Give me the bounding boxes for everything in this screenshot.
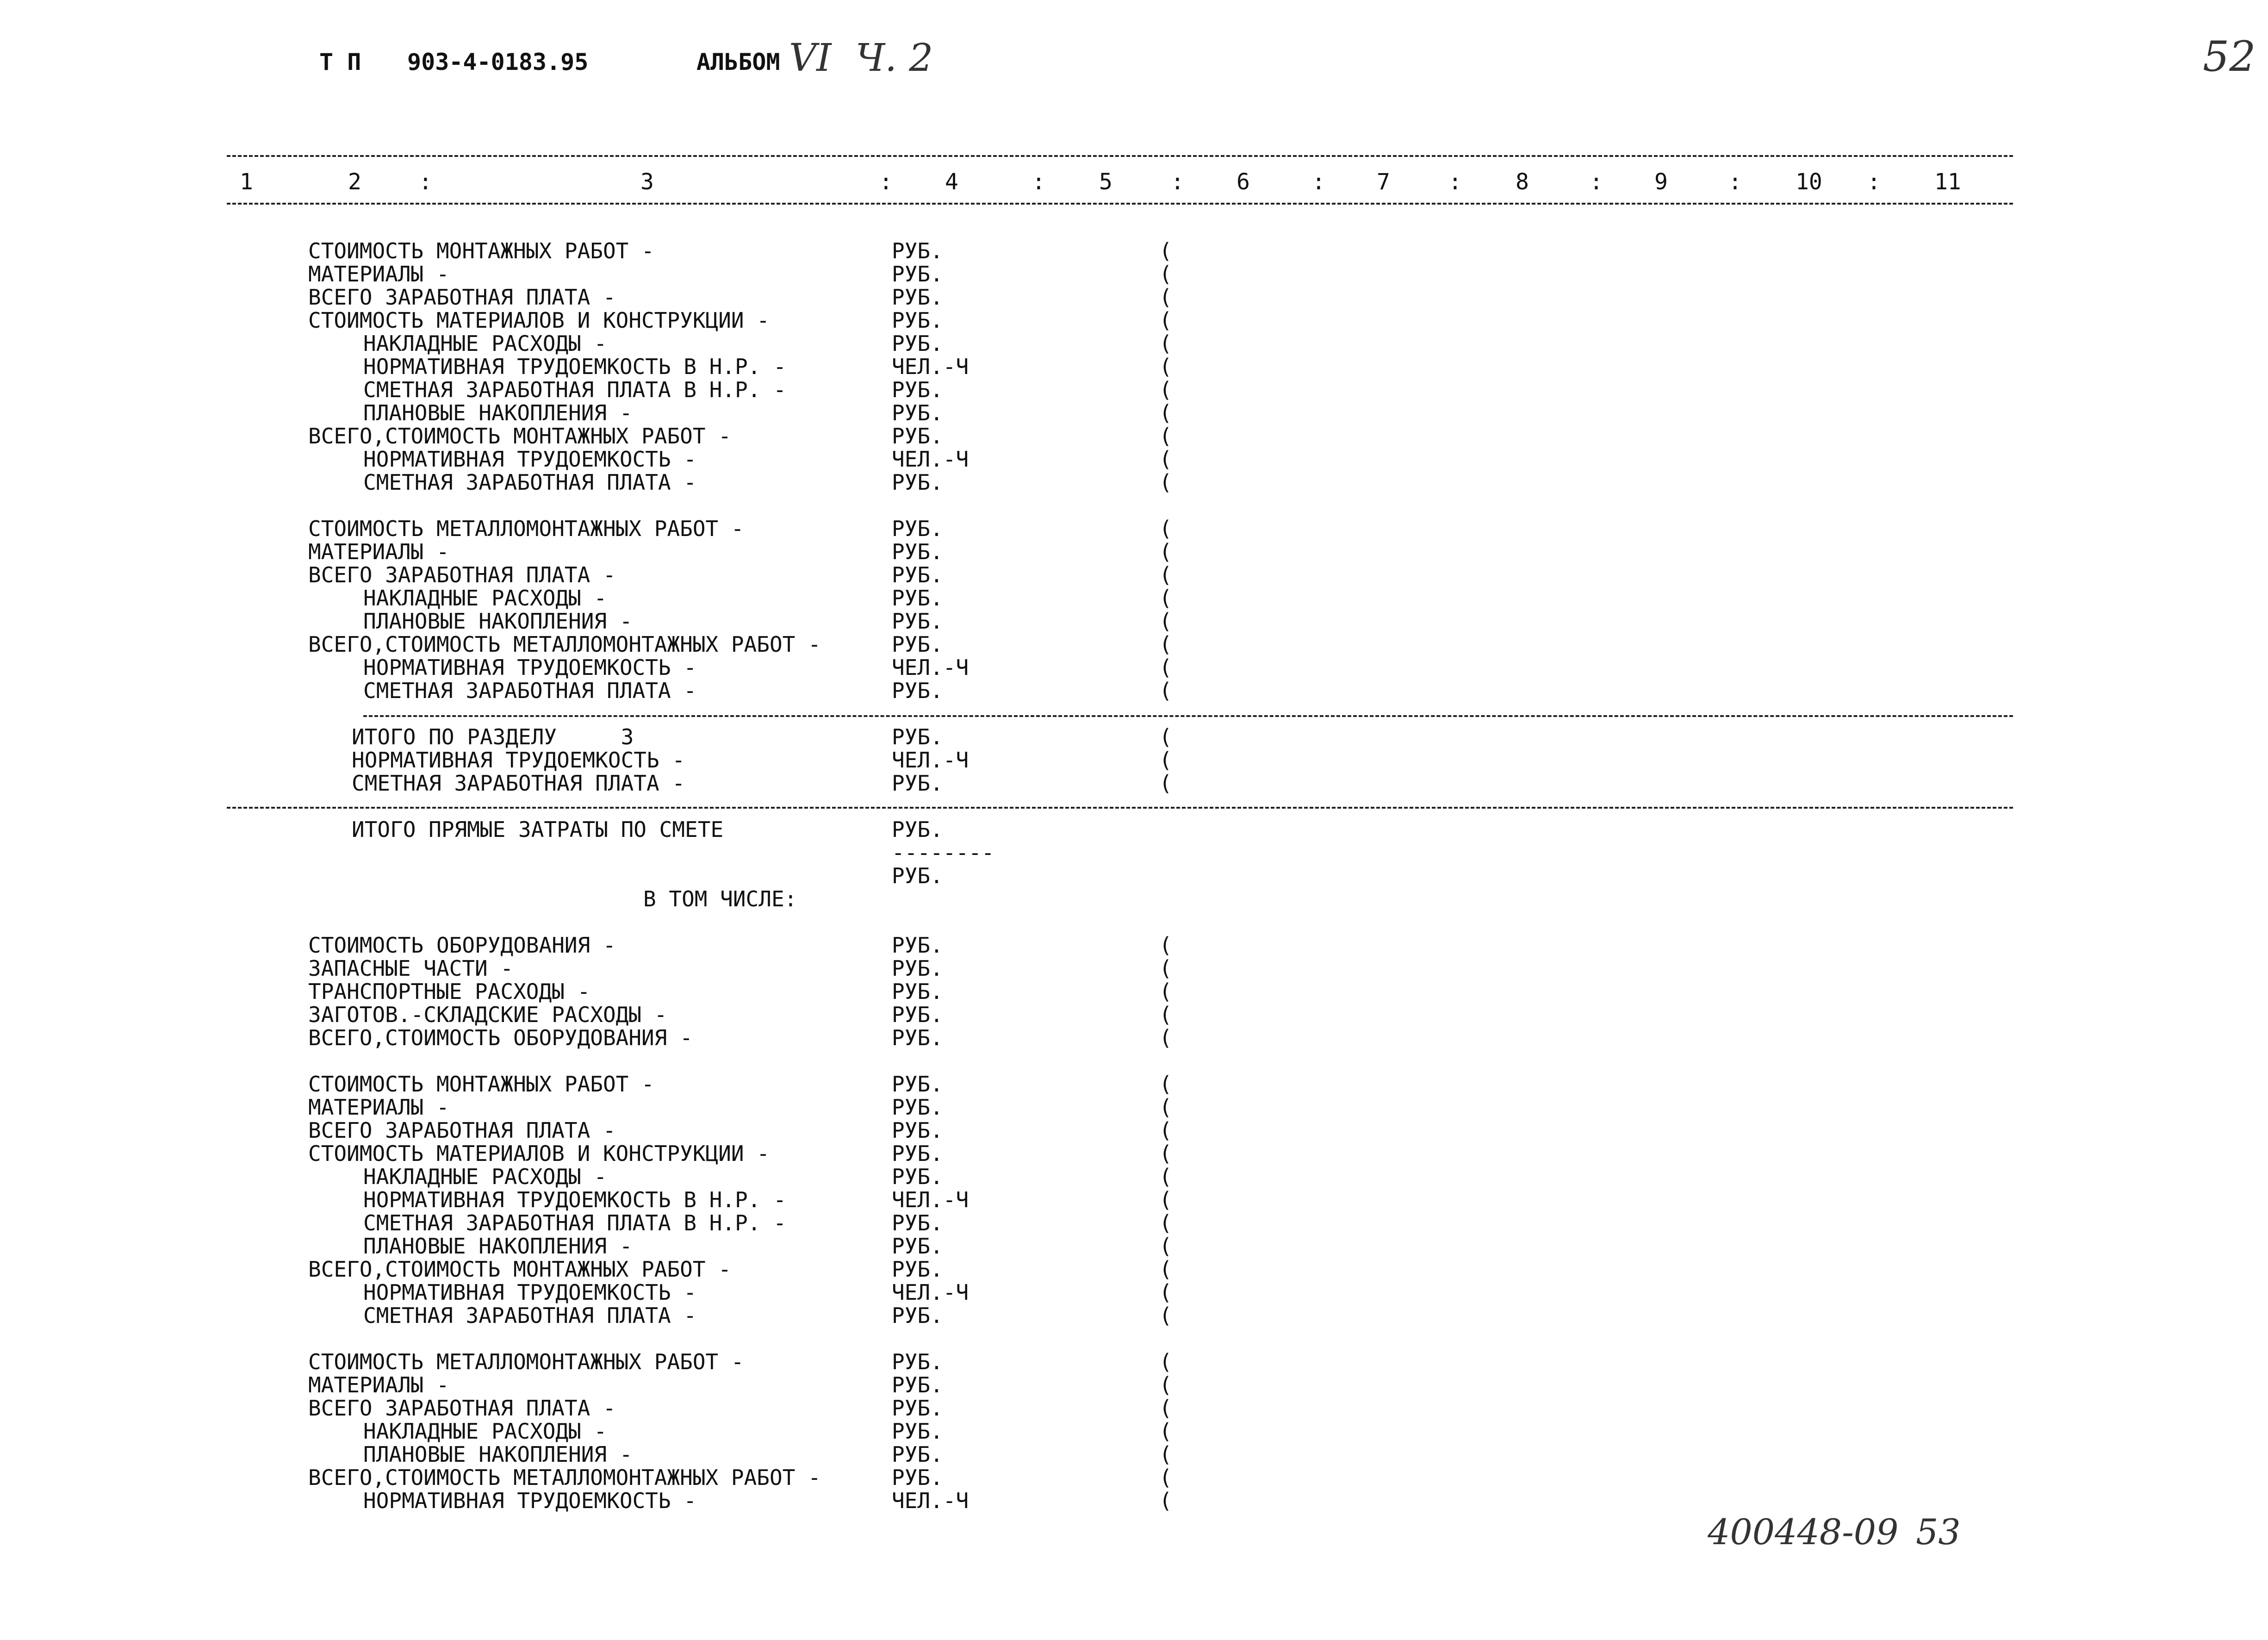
row-paren: (	[1159, 1118, 1172, 1143]
col-separator: :	[1590, 169, 1603, 195]
row-label: СТОИМОСТЬ МОНТАЖНЫХ РАБОТ -	[308, 1072, 654, 1097]
row-paren: (	[1159, 771, 1172, 796]
row-unit: РУБ.	[892, 238, 943, 263]
row-unit: РУБ.	[892, 1002, 943, 1027]
row-unit: РУБ.	[892, 1118, 943, 1143]
row-unit: РУБ.	[892, 1465, 943, 1490]
row-paren: (	[1159, 724, 1172, 749]
row-unit: РУБ.	[892, 609, 943, 634]
row-unit: РУБ.	[892, 1095, 943, 1120]
document-number: 903-4-0183.95	[407, 49, 589, 75]
row-unit: РУБ.	[892, 424, 943, 449]
row-label: В ТОМ ЧИСЛЕ:	[643, 886, 797, 911]
col-separator: :	[1448, 169, 1462, 195]
row-unit: --------	[892, 840, 994, 865]
col-separator: :	[1867, 169, 1881, 195]
row-paren: (	[1159, 285, 1172, 310]
row-unit: РУБ.	[892, 956, 943, 981]
album-label: АЛЬБОМ	[696, 49, 780, 75]
row-unit: РУБ.	[892, 1419, 943, 1444]
col-separator: :	[1032, 169, 1045, 195]
row-paren: (	[1159, 400, 1172, 425]
row-label: СТОИМОСТЬ МЕТАЛЛОМОНТАЖНЫХ РАБОТ -	[308, 516, 744, 541]
row-paren: (	[1159, 933, 1172, 958]
row-unit: РУБ.	[892, 1210, 943, 1235]
row-label: НАКЛАДНЫЕ РАСХОДЫ -	[363, 1164, 607, 1189]
row-label: ЗАПАСНЫЕ ЧАСТИ -	[308, 956, 514, 981]
row-unit: РУБ.	[892, 539, 943, 564]
row-paren: (	[1159, 1210, 1172, 1235]
row-label: ИТОГО ПРЯМЫЕ ЗАТРАТЫ ПО СМЕТЕ	[352, 817, 724, 842]
row-unit: РУБ.	[892, 933, 943, 958]
section-subtotal-rule	[363, 715, 2013, 717]
row-unit: РУБ.	[892, 586, 943, 611]
row-paren: (	[1159, 1280, 1172, 1305]
row-paren: (	[1159, 1465, 1172, 1490]
row-unit: РУБ.	[892, 285, 943, 310]
row-label: ВСЕГО ЗАРАБОТНАЯ ПЛАТА -	[308, 1396, 616, 1421]
row-unit: РУБ.	[892, 377, 943, 402]
row-unit: РУБ.	[892, 817, 943, 842]
row-paren: (	[1159, 424, 1172, 449]
row-unit: РУБ.	[892, 678, 943, 703]
row-label: МАТЕРИАЛЫ -	[308, 262, 449, 287]
row-label: ВСЕГО ЗАРАБОТНАЯ ПЛАТА -	[308, 285, 616, 310]
row-label: ВСЕГО,СТОИМОСТЬ МЕТАЛЛОМОНТАЖНЫХ РАБОТ -	[308, 632, 821, 657]
row-paren: (	[1159, 516, 1172, 541]
page-number-bottom-handwritten: 53	[1916, 1511, 1961, 1553]
row-paren: (	[1159, 354, 1172, 379]
row-label: НАКЛАДНЫЕ РАСХОДЫ -	[363, 331, 607, 356]
row-paren: (	[1159, 447, 1172, 472]
row-unit: РУБ.	[892, 771, 943, 796]
row-label: НОРМАТИВНАЯ ТРУДОЕМКОСТЬ -	[363, 1488, 697, 1513]
row-unit: РУБ.	[892, 400, 943, 425]
row-label: ИТОГО ПО РАЗДЕЛУ 3	[352, 724, 634, 749]
row-label: НАКЛАДНЫЕ РАСХОДЫ -	[363, 1419, 607, 1444]
row-unit: РУБ.	[892, 1349, 943, 1374]
row-unit: РУБ.	[892, 516, 943, 541]
row-unit: ЧЕЛ.-Ч	[892, 447, 969, 472]
row-label: СМЕТНАЯ ЗАРАБОТНАЯ ПЛАТА -	[363, 678, 697, 703]
row-paren: (	[1159, 1372, 1172, 1397]
row-unit: РУБ.	[892, 979, 943, 1004]
row-paren: (	[1159, 1164, 1172, 1189]
column-header-rule	[227, 203, 2013, 205]
row-paren: (	[1159, 470, 1172, 495]
row-label: НОРМАТИВНАЯ ТРУДОЕМКОСТЬ В Н.Р. -	[363, 354, 786, 379]
row-label: НАКЛАДНЫЕ РАСХОДЫ -	[363, 586, 607, 611]
row-label: СТОИМОСТЬ МАТЕРИАЛОВ И КОНСТРУКЦИИ -	[308, 308, 770, 333]
row-unit: ЧЕЛ.-Ч	[892, 354, 969, 379]
row-paren: (	[1159, 1187, 1172, 1212]
row-paren: (	[1159, 1488, 1172, 1513]
row-label: ВСЕГО ЗАРАБОТНАЯ ПЛАТА -	[308, 1118, 616, 1143]
row-unit: РУБ.	[892, 1372, 943, 1397]
col-number-10: 10	[1796, 169, 1822, 195]
col-separator: :	[1312, 169, 1325, 195]
page-number-handwritten: 52	[2203, 32, 2256, 81]
col-separator: :	[1171, 169, 1184, 195]
row-paren: (	[1159, 377, 1172, 402]
row-paren: (	[1159, 331, 1172, 356]
row-label: ТРАНСПОРТНЫЕ РАСХОДЫ -	[308, 979, 590, 1004]
row-unit: ЧЕЛ.-Ч	[892, 1488, 969, 1513]
row-label: СМЕТНАЯ ЗАРАБОТНАЯ ПЛАТА В Н.Р. -	[363, 377, 786, 402]
row-label: СТОИМОСТЬ МОНТАЖНЫХ РАБОТ -	[308, 238, 654, 263]
col-separator: :	[879, 169, 893, 195]
row-unit: ЧЕЛ.-Ч	[892, 1280, 969, 1305]
row-label: НОРМАТИВНАЯ ТРУДОЕМКОСТЬ -	[363, 655, 697, 680]
row-label: ПЛАНОВЫЕ НАКОПЛЕНИЯ -	[363, 1234, 633, 1259]
row-label: СМЕТНАЯ ЗАРАБОТНАЯ ПЛАТА В Н.Р. -	[363, 1210, 786, 1235]
col-number-2: 2	[348, 169, 361, 195]
row-label: НОРМАТИВНАЯ ТРУДОЕМКОСТЬ -	[363, 447, 697, 472]
row-unit: РУБ.	[892, 470, 943, 495]
col-separator: :	[1728, 169, 1742, 195]
row-unit: ЧЕЛ.-Ч	[892, 748, 969, 773]
row-unit: РУБ.	[892, 308, 943, 333]
row-unit: РУБ.	[892, 1396, 943, 1421]
row-paren: (	[1159, 632, 1172, 657]
row-paren: (	[1159, 979, 1172, 1004]
row-unit: РУБ.	[892, 562, 943, 587]
row-unit: РУБ.	[892, 1234, 943, 1259]
row-paren: (	[1159, 1257, 1172, 1282]
row-paren: (	[1159, 1095, 1172, 1120]
row-label: СТОИМОСТЬ ОБОРУДОВАНИЯ -	[308, 933, 616, 958]
row-label: СМЕТНАЯ ЗАРАБОТНАЯ ПЛАТА -	[352, 771, 685, 796]
row-paren: (	[1159, 1141, 1172, 1166]
row-label: СМЕТНАЯ ЗАРАБОТНАЯ ПЛАТА -	[363, 1303, 697, 1328]
row-paren: (	[1159, 1072, 1172, 1097]
row-paren: (	[1159, 1349, 1172, 1374]
row-paren: (	[1159, 1303, 1172, 1328]
row-label: ВСЕГО,СТОИМОСТЬ МОНТАЖНЫХ РАБОТ -	[308, 424, 731, 449]
row-paren: (	[1159, 678, 1172, 703]
row-label: НОРМАТИВНАЯ ТРУДОЕМКОСТЬ В Н.Р. -	[363, 1187, 786, 1212]
row-label: ВСЕГО,СТОИМОСТЬ ОБОРУДОВАНИЯ -	[308, 1025, 693, 1050]
row-label: МАТЕРИАЛЫ -	[308, 539, 449, 564]
col-number-8: 8	[1516, 169, 1529, 195]
row-paren: (	[1159, 1025, 1172, 1050]
col-number-4: 4	[945, 169, 958, 195]
row-paren: (	[1159, 539, 1172, 564]
row-paren: (	[1159, 562, 1172, 587]
row-label: СТОИМОСТЬ МАТЕРИАЛОВ И КОНСТРУКЦИИ -	[308, 1141, 770, 1166]
row-label: ПЛАНОВЫЕ НАКОПЛЕНИЯ -	[363, 1442, 633, 1467]
row-unit: ЧЕЛ.-Ч	[892, 1187, 969, 1212]
row-paren: (	[1159, 308, 1172, 333]
row-label: ВСЕГО ЗАРАБОТНАЯ ПЛАТА -	[308, 562, 616, 587]
row-label: ПЛАНОВЫЕ НАКОПЛЕНИЯ -	[363, 609, 633, 634]
row-unit: РУБ.	[892, 1141, 943, 1166]
row-label: ВСЕГО,СТОИМОСТЬ МОНТАЖНЫХ РАБОТ -	[308, 1257, 731, 1282]
section-total-rule	[227, 807, 2013, 809]
row-paren: (	[1159, 1442, 1172, 1467]
inventory-stamp-handwritten: 400448-09	[1708, 1511, 1899, 1553]
col-number-9: 9	[1654, 169, 1668, 195]
col-number-5: 5	[1099, 169, 1112, 195]
row-paren: (	[1159, 1396, 1172, 1421]
row-unit: РУБ.	[892, 632, 943, 657]
row-unit: РУБ.	[892, 1303, 943, 1328]
row-unit: РУБ.	[892, 1257, 943, 1282]
row-label: СТОИМОСТЬ МЕТАЛЛОМОНТАЖНЫХ РАБОТ -	[308, 1349, 744, 1374]
row-label: ЗАГОТОВ.-СКЛАДСКИЕ РАСХОДЫ -	[308, 1002, 667, 1027]
tp-label: Т П	[319, 49, 361, 75]
row-label: СМЕТНАЯ ЗАРАБОТНАЯ ПЛАТА -	[363, 470, 697, 495]
col-number-11: 11	[1934, 169, 1961, 195]
row-label: НОРМАТИВНАЯ ТРУДОЕМКОСТЬ -	[352, 748, 685, 773]
row-unit: РУБ.	[892, 1442, 943, 1467]
row-label: ПЛАНОВЫЕ НАКОПЛЕНИЯ -	[363, 400, 633, 425]
table-top-rule	[227, 155, 2013, 157]
row-label: МАТЕРИАЛЫ -	[308, 1372, 449, 1397]
col-number-3: 3	[640, 169, 654, 195]
col-number-6: 6	[1237, 169, 1250, 195]
row-label: ВСЕГО,СТОИМОСТЬ МЕТАЛЛОМОНТАЖНЫХ РАБОТ -	[308, 1465, 821, 1490]
row-unit: ЧЕЛ.-Ч	[892, 655, 969, 680]
row-paren: (	[1159, 262, 1172, 287]
row-paren: (	[1159, 1419, 1172, 1444]
row-unit: РУБ.	[892, 724, 943, 749]
col-separator: :	[419, 169, 432, 195]
row-paren: (	[1159, 1002, 1172, 1027]
row-paren: (	[1159, 655, 1172, 680]
row-unit: РУБ.	[892, 1072, 943, 1097]
row-paren: (	[1159, 1234, 1172, 1259]
row-unit: РУБ.	[892, 262, 943, 287]
row-label: МАТЕРИАЛЫ -	[308, 1095, 449, 1120]
row-unit: РУБ.	[892, 1164, 943, 1189]
row-unit: РУБ.	[892, 331, 943, 356]
row-paren: (	[1159, 586, 1172, 611]
row-unit: РУБ.	[892, 1025, 943, 1050]
album-handwritten: VI Ч. 2	[789, 36, 933, 80]
row-paren: (	[1159, 748, 1172, 773]
row-paren: (	[1159, 956, 1172, 981]
row-paren: (	[1159, 238, 1172, 263]
col-number-7: 7	[1377, 169, 1390, 195]
row-unit: РУБ.	[892, 863, 943, 888]
col-number-1: 1	[240, 169, 253, 195]
row-paren: (	[1159, 609, 1172, 634]
row-label: НОРМАТИВНАЯ ТРУДОЕМКОСТЬ -	[363, 1280, 697, 1305]
